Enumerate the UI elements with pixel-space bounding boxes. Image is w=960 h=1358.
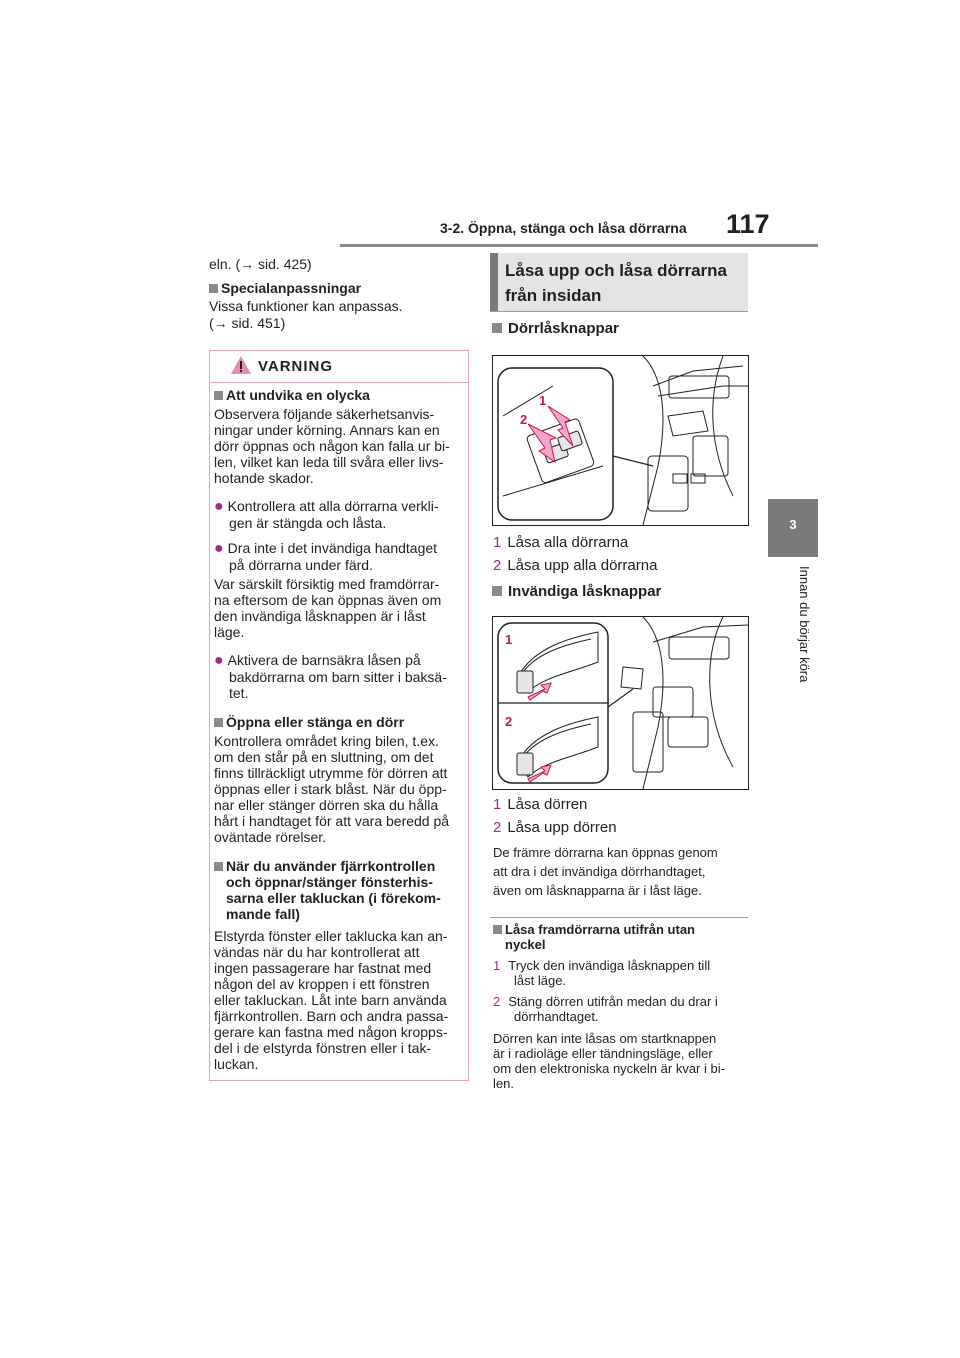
dot-bullet-icon: ● — [214, 498, 224, 515]
section-heading-rule — [490, 311, 748, 312]
section-title: 3-2. Öppna, stänga och låsa dörrarna — [440, 220, 687, 236]
square-bullet-icon — [493, 925, 502, 934]
warning-bullet-1: ● Kontrollera att alla dörrarna verkli- gen är stängda och låsta. — [214, 498, 439, 531]
inside-lock-item-1: 1 Låsa dörren — [493, 796, 588, 813]
warning-s1-heading: Att undvika en olycka — [214, 387, 370, 403]
keyless-closing-text: Dörren kan inte låsas om startknappen är i radioläge eller tändningsläge, eller om den elektroniska nyckeln är kvar i bi- len. — [493, 1031, 725, 1091]
square-bullet-icon — [214, 391, 223, 400]
inside-lock-item-2: 2 Låsa upp dörren — [493, 819, 617, 836]
special-text-1: Vissa funktioner kan anpassas. — [209, 298, 403, 314]
inside-lock-figure — [492, 616, 749, 790]
keyless-step-1: 1 Tryck den invändiga låsknappen till låst läge. — [493, 958, 711, 988]
chapter-label: Innan du börjar köra — [797, 566, 812, 683]
figure-callout-2: 2 — [520, 412, 528, 427]
keyless-heading: Låsa framdörrarna utifrån utan nyckel — [493, 922, 695, 952]
intro-line: eln. (→ sid. 425) — [209, 256, 312, 272]
warning-triangle-icon — [230, 355, 252, 375]
warning-s1-text: Observera följande säkerhetsanvis- ningar under körning. Annars kan en dörr öppnas och någon kan falla ur bi- len, vilket kan leda till svåra eller livs- hotande skador. — [214, 406, 450, 486]
square-bullet-icon — [209, 284, 218, 293]
door-lock-switch-figure — [492, 355, 749, 526]
door-lock-item-2: 2 Låsa upp alla dörrarna — [493, 557, 658, 574]
inside-lock-heading: Invändiga låsknappar — [492, 583, 661, 600]
dot-bullet-icon: ● — [214, 540, 224, 557]
warning-s3-text: Elstyrda fönster eller taklucka kan an- vändas när du har kontrollerat att ingen passagerare har fastnat med någon del av kroppen i ett fönstren eller takluckan. Låt inte barn använda fjärrkontrollen. Barn och andra passa- gerare kan fastna med någon kropps- del i de elstyrda fönstren eller i tak- luckan. — [214, 928, 449, 1072]
warning-s2-heading: Öppna eller stänga en dörr — [214, 714, 404, 730]
warning-bullet-2: ● Dra inte i det invändiga handtaget på dörrarna under färd. — [214, 540, 438, 573]
door-lock-item-1: 1 Låsa alla dörrarna — [493, 534, 629, 551]
note-text: De främre dörrarna kan öppnas genom att dra i det invändiga dörrhandtaget, även om låsknapparna är i låst läge. — [493, 845, 718, 898]
square-bullet-icon — [492, 586, 502, 596]
square-bullet-icon — [214, 862, 223, 871]
chapter-number: 3 — [789, 517, 797, 532]
dot-bullet-icon: ● — [214, 652, 224, 669]
square-bullet-icon — [492, 323, 502, 333]
warning-title: VARNING — [258, 358, 334, 375]
figure-callout-1: 1 — [505, 632, 513, 647]
keyless-step-2: 2 Stäng dörren utifrån medan du drar i dörrhandtaget. — [493, 994, 718, 1024]
figure-callout-1: 1 — [539, 393, 547, 408]
warning-s2-text: Kontrollera området kring bilen, t.ex. om den står på en sluttning, om det finns tillräckligt utrymme för dörren att öppnas eller i stark blåst. När du öpp- nar eller stänger dörren ska du hålla hårt i handtaget för att vara beredd på oväntade rörelser. — [214, 733, 450, 845]
door-lock-switch-heading: Dörrlåsknappar — [492, 320, 619, 337]
special-text-2: (→ sid. 451) — [209, 315, 286, 331]
warning-extra-text: Var särskilt försiktig med framdörrar- na eftersom de kan öppnas även om den invändiga låsknappen är i låst läge. — [214, 576, 442, 640]
warning-s3-heading: När du använder fjärrkontrollen och öppnar/stänger fönsterhis- sarna eller takluckan (i förekom- mande fall) — [214, 858, 441, 922]
separator-rule — [490, 917, 748, 918]
warning-head-rule — [210, 382, 468, 383]
warning-bullet-3: ● Aktivera de barnsäkra låsen på bakdörrarna om barn sitter i baksä- tet. — [214, 652, 447, 701]
square-bullet-icon — [214, 718, 223, 727]
special-heading: Specialanpassningar — [209, 280, 361, 296]
figure-callout-2: 2 — [505, 714, 513, 729]
page-number: 117 — [726, 209, 770, 239]
section-heading: Låsa upp och låsa dörrarna från insidan — [505, 261, 728, 305]
header-rule — [340, 244, 818, 247]
section-heading-bar — [490, 253, 498, 311]
